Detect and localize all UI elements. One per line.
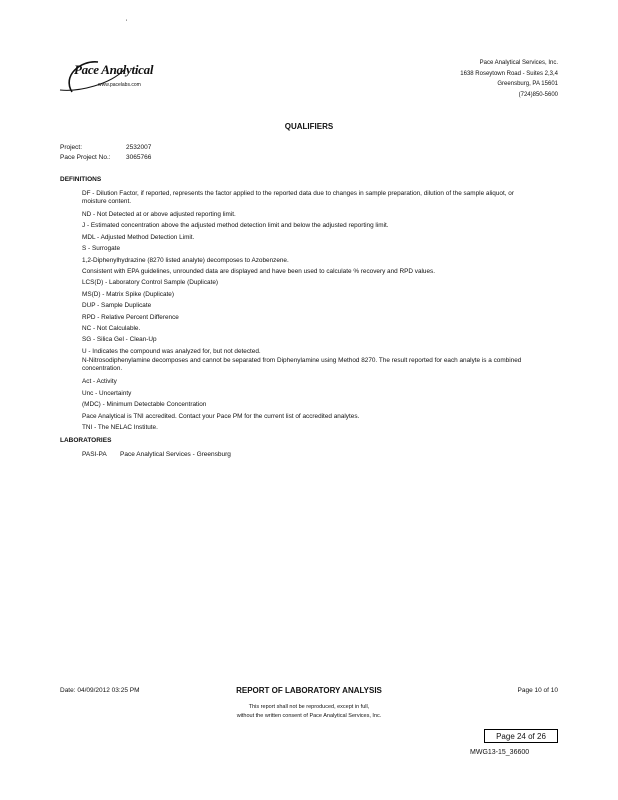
definition-item: Unc - Uncertainty — [82, 389, 132, 397]
project-value: 2532007 — [126, 144, 152, 151]
definition-item: LCS(D) - Laboratory Control Sample (Duplicate) — [82, 279, 219, 287]
note-line: This report shall not be reproduced, except in full, — [248, 704, 370, 710]
definition-item: DUP - Sample Duplicate — [82, 302, 152, 310]
definition-item: S - Surrogate — [82, 245, 121, 253]
definition-item: U - Indicates the compound was analyzed for, but not detected. — [82, 347, 261, 355]
report-date: Date: 04/09/2012 03:25 PM — [60, 687, 140, 694]
reproduction-note — [0, 703, 618, 721]
definition-item: NC - Not Calculable. — [82, 325, 141, 333]
definition-item: MS(D) - Matrix Spike (Duplicate) — [82, 290, 174, 298]
definition-item: SG - Silica Gel - Clean-Up — [82, 336, 157, 344]
definition-item: Consistent with EPA guidelines, unrounded data are displayed and have been used to calculate % recovery and RPD values. — [82, 268, 436, 276]
definition-item: TNI - The NELAC Institute. — [82, 423, 158, 431]
definition-item: ND - Not Detected at or above adjusted reporting limit. — [82, 211, 236, 218]
definition-item: (MDC) - Minimum Detectable Concentration — [82, 401, 207, 409]
laboratory-name: Pace Analytical Services - Greensburg — [120, 451, 231, 458]
definition-item: Pace Analytical is TNI accredited. Contact your Pace PM for the current list of accredited analytes. — [82, 412, 360, 420]
definition-item: RPD - Relative Percent Difference — [82, 313, 179, 321]
definition-item: DF - Dilution Factor, if reported, represents the factor applied to the reported data due to changes in sample preparation, dilution of the sample aliquot, or moisture content. — [82, 190, 514, 205]
document-page-box: Page 24 of 26 — [484, 729, 558, 743]
pace-project-label: Pace Project No.: — [60, 154, 111, 161]
pace-logo-text: Pace Analytical — [74, 62, 154, 77]
laboratory-row — [82, 451, 231, 458]
laboratory-code: PASI-PA — [82, 451, 107, 458]
project-info — [60, 143, 151, 185]
report-page-number: Page 10 of 10 — [517, 687, 558, 694]
definitions-heading: DEFINITIONS — [60, 176, 102, 183]
definitions-list — [82, 190, 522, 433]
company-address — [460, 58, 558, 100]
address-line: (724)850-5600 — [518, 91, 558, 98]
note-line: without the written consent of Pace Analytical Services, Inc. — [236, 713, 382, 719]
definition-item: 1,2-Diphenylhydrazine (8270 listed analyte) decomposes to Azobenzene. — [82, 256, 289, 264]
project-label: Project: — [60, 144, 83, 151]
stray-mark: ' — [126, 20, 128, 26]
address-line: 1638 Roseytown Road - Suites 2,3,4 — [460, 70, 558, 77]
page-title: QUALIFIERS — [284, 122, 334, 131]
document-id: MWG13-15_36600 — [470, 749, 530, 756]
pace-website: www.pacelabs.com — [98, 82, 141, 88]
definition-item: Act - Activity — [82, 378, 117, 386]
laboratories-heading: LABORATORIES — [60, 437, 112, 444]
definition-item: MDL - Adjusted Method Detection Limit. — [82, 233, 195, 241]
address-line: Pace Analytical Services, Inc. — [479, 60, 558, 66]
pace-project-value: 3065766 — [126, 154, 152, 161]
report-title: REPORT OF LABORATORY ANALYSIS — [236, 686, 382, 695]
definition-item: J - Estimated concentration above the adjusted method detection limit and below the adjusted reporting limit. — [82, 222, 389, 230]
definition-item: N-Nitrosodiphenylamine decomposes and cannot be separated from Diphenylamine using Method 8270. The result reported for each analyte is a combined concentration. — [82, 357, 522, 373]
address-line: Greensburg, PA 15601 — [497, 81, 558, 87]
